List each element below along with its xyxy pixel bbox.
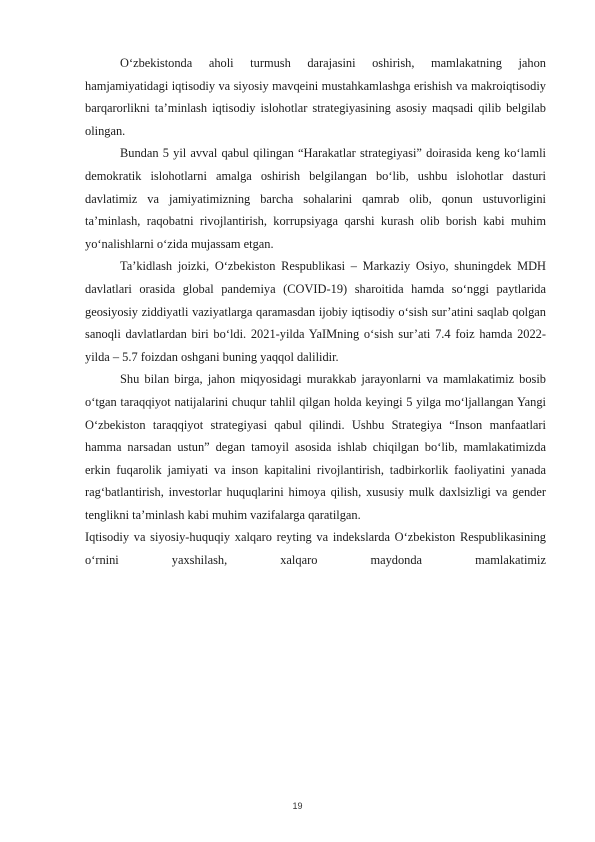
body-text — [85, 52, 546, 572]
paragraph-4: Shu bilan birga, jahon miqyosidagi murakkab jarayonlarni va mamlakatimiz bosib o‘tgan taraqqiyot natijalarini chuqur tahlil qilgan holda keyingi 5 yilga mo‘ljallangan Yangi O‘zbekiston taraqqiyot strategiyasi qabul qilindi. Ushbu Strategiya “Inson manfaatlari hamma narsadan ustun” degan tamoyil asosida ishlab chiqilgan bo‘lib, mamlakatimizda erkin fuqarolik jamiyati va inson kapitalini rivojlantirish, tadbirkorlik faoliyatini yanada rag‘batlantirish, investorlar huquqlarini himoya qilish, xususiy mulk daxlsizligi va gender tenglikni ta’minlash kabi muhim vazifalarga qaratilgan. — [85, 372, 546, 522]
paragraph-2: Bundan 5 yil avval qabul qilingan “Harakatlar strategiyasi” doirasida keng ko‘lamli demokratik islohotlarni amalga oshirish belgilangan bo‘lib, ushbu islohotlar dasturi davlatimiz va jamiyatimizning barcha sohalarini qamrab olib, qonun ustuvorligini ta’minlash, raqobatni rivojlantirish, korrupsiyaga qarshi kurash olib borish kabi muhim yo‘nalishlarni o‘zida mujassam etgan. — [85, 146, 546, 251]
paragraph-1: O‘zbekistonda aholi turmush darajasini oshirish, mamlakatning jahon hamjamiyatidagi iqtisodiy va siyosiy mavqeini mustahkamlashga erishish va makroiqtisodiy barqarorlikni ta’minlash iqtisodiy islohotlar strategiyasining asosiy maqsadi qilib belgilab olingan. — [85, 56, 546, 138]
paragraph-3: Ta’kidlash joizki, O‘zbekiston Respublikasi – Markaziy Osiyo, shuningdek MDH davlatlari orasida global pandemiya (COVID-19) sharoitida hamda so‘nggi paytlarida geosiyosiy ziddiyatli vaziyatlarga qaramasdan ijobiy iqtisodiy o‘sish sur’atini saqlab qolgan sanoqli davlatlardan biri bo‘ldi. 2021-yilda YaIMning o‘sish sur’ati 7.4 foiz hamda 2022-yilda – 5.7 foizdan oshgani buning yaqqol dalilidir. — [85, 259, 546, 364]
page-number: 19 — [292, 801, 303, 811]
paragraph-5: Iqtisodiy va siyosiy-huquqiy xalqaro reyting va indekslarda O‘zbekiston Respublikasining o‘rnini yaxshilash, xalqaro maydonda mamlakatimiz — [85, 530, 546, 568]
